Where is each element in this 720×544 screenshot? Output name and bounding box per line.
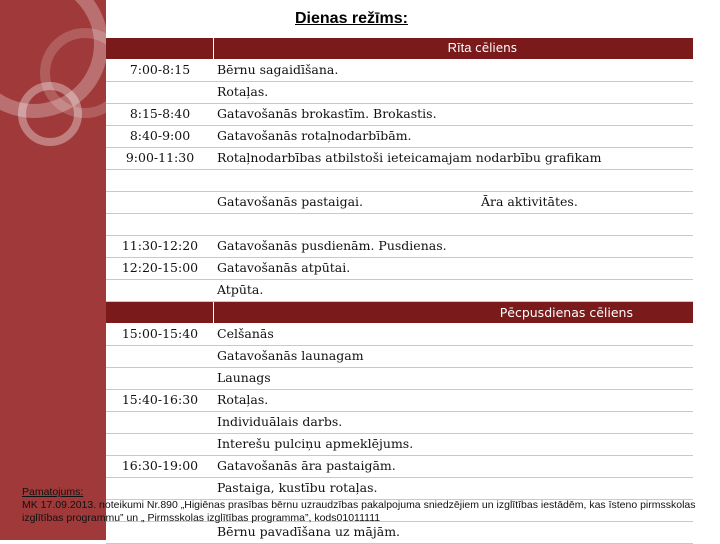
- schedule-row: [106, 346, 693, 368]
- footer-text: MK 17.09.2013. noteikumi Nr.890 „Higiēnas prasības bērnu uzraudzības pakalpojuma sniedzējiem un izglītības iestādēm, kas īsteno pirmsskolas izglītības programmu” un „ Pirmsskolas izglītības programma”, kods01011111: [22, 499, 696, 524]
- row-time: 15:40-16:30: [121, 392, 199, 407]
- row-activity: Bērnu pavadīšana uz mājām.: [217, 524, 401, 539]
- row-activity: Pastaiga, kustību rotaļas.: [217, 480, 378, 495]
- row-activity: Gatavošanās brokastīm. Brokastis.: [217, 106, 437, 121]
- row-activity: Bērnu sagaidīšana.: [217, 62, 339, 77]
- section-title: [448, 40, 517, 55]
- time-cell: [106, 192, 213, 213]
- section-time-cell: [106, 302, 214, 323]
- section-title-main: Rīta: [447, 40, 472, 55]
- row-activity: Gatavošanās pusdienām. Pusdienas.: [217, 238, 447, 253]
- row-activity: Rotaļnodarbības atbilstoši ieteicamajam nodarbību grafikam: [217, 150, 602, 165]
- schedule-row: [106, 104, 693, 126]
- row-time: 15:00-15:40: [121, 326, 199, 341]
- schedule-row: [106, 214, 693, 236]
- row-time: 16:30-19:00: [121, 458, 199, 473]
- row-activity: Gatavošanās rotaļnodarbībām.: [217, 128, 412, 143]
- schedule-row: [106, 434, 693, 456]
- time-cell: [106, 346, 213, 367]
- row-time: 9:00-11:30: [125, 150, 195, 165]
- row-activity: Interešu pulciņu apmeklējums.: [217, 436, 414, 451]
- footer-label: Pamatojums:: [22, 486, 84, 498]
- section-header-morning: [106, 38, 693, 60]
- row-activity: Individuālais darbs.: [217, 414, 343, 429]
- time-cell: [106, 214, 213, 235]
- time-cell: [106, 368, 213, 389]
- time-cell: [106, 280, 213, 301]
- row-activity: Atpūta.: [217, 282, 264, 297]
- schedule-row: [106, 82, 693, 104]
- schedule-row: [106, 324, 693, 346]
- decorative-circle: [18, 82, 82, 146]
- row-activity-extra: Āra aktivitātes.: [481, 194, 578, 209]
- section-header-afternoon: [106, 302, 693, 324]
- schedule-row: [106, 390, 693, 412]
- schedule-row: [106, 368, 693, 390]
- time-cell: [106, 412, 213, 433]
- schedule-row: [106, 522, 693, 544]
- time-cell: [106, 434, 213, 455]
- row-activity: Celšanās: [217, 326, 274, 341]
- row-activity: Gatavošanās pastaigai.: [217, 194, 364, 209]
- row-activity: Rotaļas.: [217, 84, 269, 99]
- row-time: 12:20-15:00: [121, 260, 199, 275]
- row-activity: Gatavošanās launagam: [217, 348, 364, 363]
- section-time-cell: [106, 38, 214, 59]
- schedule-row: [106, 170, 693, 192]
- decorative-side-panel: [0, 0, 106, 540]
- section-title: Pēcpusdienas cēliens: [499, 305, 633, 320]
- row-activity: Gatavošanās atpūtai.: [217, 260, 351, 275]
- time-cell: [106, 82, 213, 103]
- schedule-row: [106, 236, 693, 258]
- schedule-row: [106, 456, 693, 478]
- schedule-row: [106, 192, 693, 214]
- schedule-row: [106, 412, 693, 434]
- row-time: 8:40-9:00: [129, 128, 191, 143]
- schedule-row: [106, 148, 693, 170]
- footer-note: [22, 486, 702, 525]
- row-time: 8:15-8:40: [129, 106, 191, 121]
- schedule-row: [106, 60, 693, 82]
- row-activity: Gatavošanās āra pastaigām.: [217, 458, 396, 473]
- schedule-row: [106, 258, 693, 280]
- row-activity: Launags: [217, 370, 271, 385]
- row-activity: Rotaļas.: [217, 392, 269, 407]
- page-title: Dienas režīms:: [295, 10, 408, 27]
- schedule-row: [106, 126, 693, 148]
- row-time: 7:00-8:15: [129, 62, 191, 77]
- schedule-row: [106, 280, 693, 302]
- row-time: 11:30-12:20: [121, 238, 199, 253]
- time-cell: [106, 170, 213, 191]
- section-title-suffix: cēliens: [475, 41, 517, 55]
